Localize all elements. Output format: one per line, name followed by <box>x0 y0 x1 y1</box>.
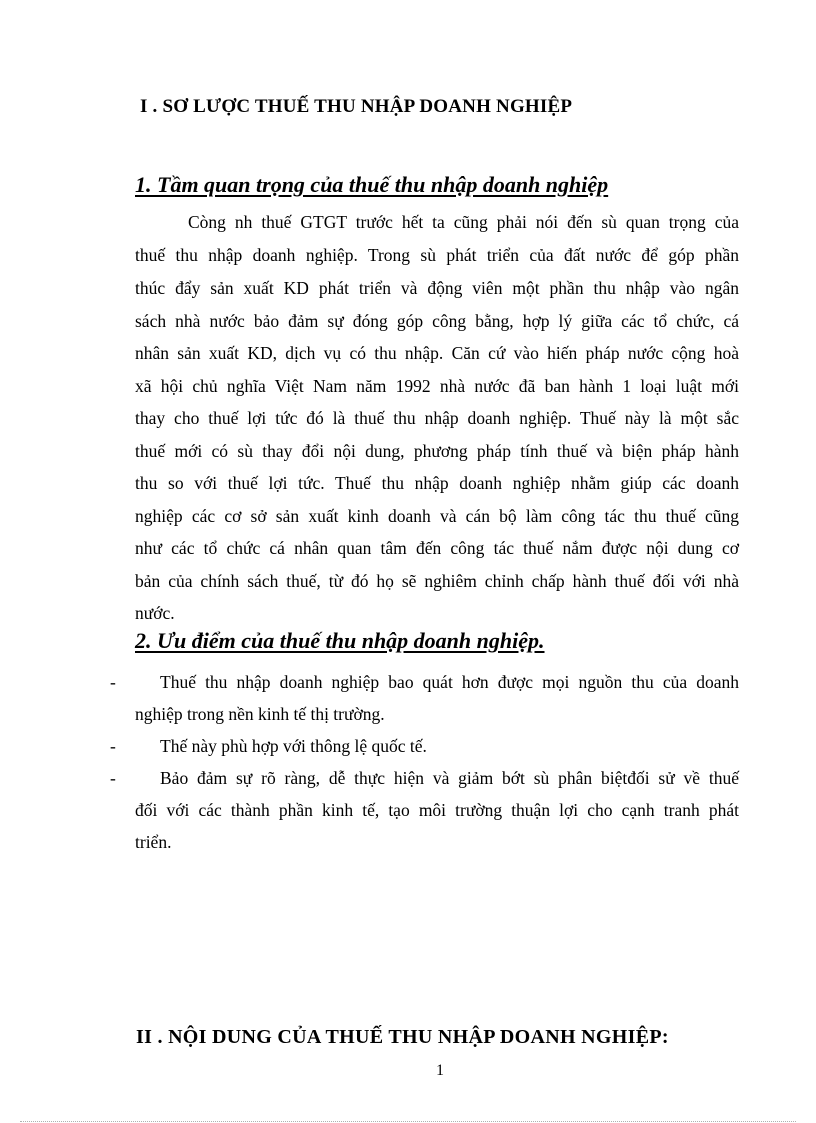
page-number: 1 <box>436 1062 444 1079</box>
bullet-item: Thế này phù hợp với thông lệ quốc tế. <box>160 736 427 756</box>
paragraph-line: thu so với thuế lợi tức. Thuế thu nhập doanh nghiệp nhằm giúp các doanh <box>135 473 739 493</box>
paragraph-line: nhân sản xuất KD, dịch vụ có thu nhập. Căn cứ vào hiến pháp nước cộng hoà <box>135 343 739 363</box>
paragraph-line: sách nhà nước bảo đảm sự đóng góp công bằng, hợp lý giữa các tổ chức, cá <box>135 311 739 331</box>
bullet-item-continuation: triển. <box>135 832 172 852</box>
subsection-2-title: 2. Ưu điểm của thuế thu nhập doanh nghiệp. <box>135 628 545 653</box>
bullet-item-continuation: nghiệp trong nền kinh tế thị trường. <box>135 704 385 724</box>
paragraph-line: thuế mới có sù thay đổi nội dung, phương pháp tính thuế và biện pháp hành <box>135 441 739 461</box>
bullet-item: Bảo đảm sự rõ ràng, dễ thực hiện và giảm bớt sù phân biệtđối sử về thuế <box>160 768 739 788</box>
paragraph-line: nghiệp các cơ sở sản xuất kinh doanh và cán bộ làm công tác thu thuế cũng <box>135 506 739 526</box>
subsection-1-title: 1. Tầm quan trọng của thuế thu nhập doanh nghiệp <box>135 172 609 197</box>
paragraph-line: bản của chính sách thuế, từ đó họ sẽ nghiêm chỉnh chấp hành thuế đối với nhà <box>135 571 739 591</box>
paragraph-line: nước. <box>135 603 175 623</box>
bullet-item: Thuế thu nhập doanh nghiệp bao quát hơn được mọi nguồn thu của doanh <box>160 672 739 692</box>
paragraph-line: như các tổ chức cá nhân quan tâm đến công tác thuế nắm được nội dung cơ <box>135 538 739 558</box>
paragraph-line: thuế thu nhập doanh nghiệp. Trong sù phát triển của đất nước để góp phần <box>135 245 739 265</box>
bullet-marker: - <box>110 768 116 788</box>
section-2-title: II . NỘI DUNG CỦA THUẾ THU NHẬP DOANH NGHIỆP: <box>136 1026 669 1048</box>
bullet-marker: - <box>110 736 116 756</box>
paragraph-line: thay cho thuế lợi tức đó là thuế thu nhập doanh nghiệp. Thuế này là một sắc <box>135 408 739 428</box>
paragraph-line: thúc đẩy sản xuất KD phát triển và động viên một phần thu nhập vào ngân <box>135 278 739 298</box>
bullet-item-continuation: đối với các thành phần kinh tế, tạo môi trường thuận lợi cho cạnh tranh phát <box>135 800 739 820</box>
page-bottom-divider <box>20 1121 796 1122</box>
section-1-title: I . SƠ LƯỢC THUẾ THU NHẬP DOANH NGHIỆP <box>140 96 573 117</box>
paragraph-line: xã hội chủ nghĩa Việt Nam năm 1992 nhà nước đã ban hành 1 loại luật mới <box>135 376 739 396</box>
paragraph-line: Còng nh thuế GTGT trước hết ta cũng phải nói đến sù quan trọng của <box>188 212 739 232</box>
bullet-marker: - <box>110 672 116 692</box>
